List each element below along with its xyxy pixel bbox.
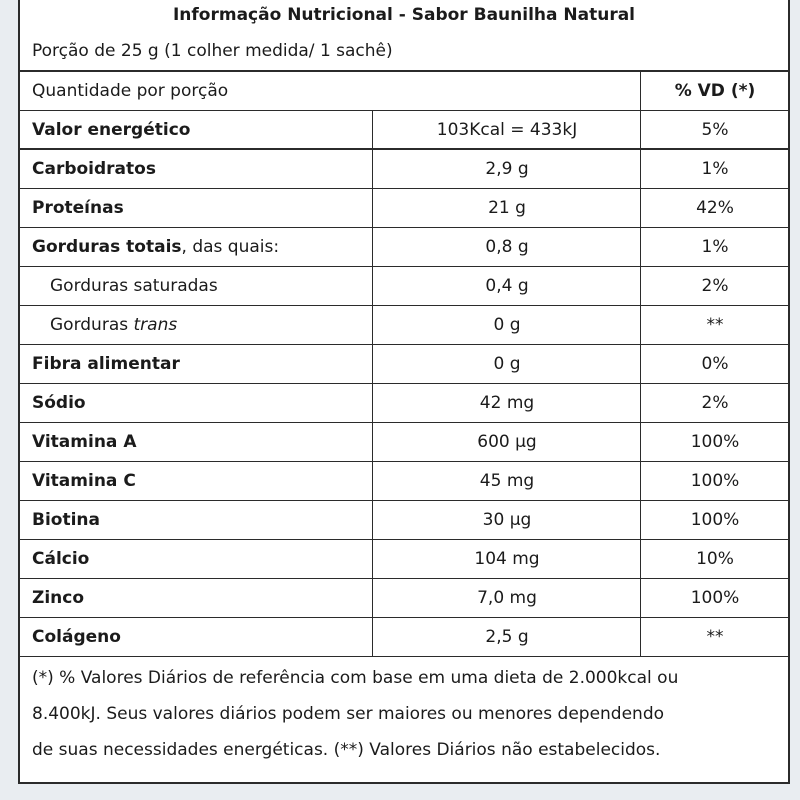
portion-size: Porção de 25 g (1 colher medida/ 1 sachê)	[32, 41, 393, 61]
nutrient-name: Gorduras	[50, 315, 134, 335]
nutrient-vd: 10%	[640, 540, 789, 578]
nutrient-amount: 0 g	[372, 306, 641, 344]
nutrient-name: Colágeno	[32, 627, 121, 647]
nutrient-amount: 7,0 mg	[372, 579, 641, 617]
nutrient-amount: 42 mg	[372, 384, 641, 422]
nutrient-name: Carboidratos	[32, 159, 156, 179]
nutrient-vd: 0%	[640, 345, 789, 383]
nutrient-name-italic: trans	[133, 315, 178, 335]
table-row	[20, 150, 788, 189]
nutrient-amount: 45 mg	[372, 462, 641, 500]
nutrient-vd: 100%	[640, 462, 789, 500]
nutrient-name: Valor energético	[32, 120, 191, 140]
nutrient-amount: 2,9 g	[372, 150, 641, 188]
nutrition-facts-panel	[18, 0, 790, 784]
table-row	[20, 501, 788, 540]
nutrient-amount: 0,4 g	[372, 267, 641, 305]
table-row	[20, 345, 788, 384]
nutrient-vd: 100%	[640, 579, 789, 617]
nutrient-vd: 100%	[640, 501, 789, 539]
nutrient-amount: 600 µg	[372, 423, 641, 461]
nutrient-amount: 104 mg	[372, 540, 641, 578]
nutrient-name-cell	[50, 306, 177, 344]
table-row	[20, 423, 788, 462]
nutrient-name-suffix: , das quais:	[181, 237, 280, 257]
nutrient-vd: 1%	[640, 228, 789, 266]
nutrition-table	[20, 70, 788, 657]
nutrient-amount: 103Kcal = 433kJ	[372, 111, 641, 148]
quantity-header: Quantidade por porção	[32, 81, 229, 101]
nutrient-vd: 100%	[640, 423, 789, 461]
nutrient-amount: 0,8 g	[372, 228, 641, 266]
nutrient-name-cell	[32, 228, 279, 266]
nutrient-name: Gorduras totais	[32, 237, 182, 257]
footnote-line: 8.400kJ. Seus valores diários podem ser maiores ou menores dependendo	[32, 704, 665, 724]
footnote-line: de suas necessidades energéticas. (**) Valores Diários não estabelecidos.	[32, 740, 661, 760]
table-title: Informação Nutricional - Sabor Baunilha Natural	[172, 5, 636, 25]
table-row	[20, 540, 788, 579]
table-row	[20, 579, 788, 618]
table-row	[20, 618, 788, 657]
nutrient-name: Cálcio	[32, 549, 90, 569]
nutrient-name: Zinco	[32, 588, 85, 608]
nutrient-name: Biotina	[32, 510, 100, 530]
header-row	[20, 72, 788, 111]
nutrient-amount: 30 µg	[372, 501, 641, 539]
nutrient-vd: 42%	[640, 189, 789, 227]
nutrient-amount: 0 g	[372, 345, 641, 383]
nutrient-vd: **	[640, 306, 789, 344]
table-row	[20, 228, 788, 267]
vd-header: % VD (*)	[640, 72, 789, 110]
nutrient-name: Proteínas	[32, 198, 124, 218]
table-row	[20, 462, 788, 501]
nutrient-vd: 5%	[640, 111, 789, 148]
nutrient-vd: 2%	[640, 384, 789, 422]
nutrient-amount: 2,5 g	[372, 618, 641, 656]
nutrient-name: Fibra alimentar	[32, 354, 180, 374]
nutrient-vd: **	[640, 618, 789, 656]
nutrient-name: Vitamina C	[32, 471, 136, 491]
energy-row	[20, 111, 788, 150]
nutrient-vd: 1%	[640, 150, 789, 188]
footnote	[32, 660, 778, 768]
nutrient-name: Sódio	[32, 393, 86, 413]
nutrient-amount: 21 g	[372, 189, 641, 227]
footnote-line: (*) % Valores Diários de referência com base em uma dieta de 2.000kcal ou	[32, 668, 679, 688]
nutrient-name: Vitamina A	[32, 432, 137, 452]
empty-header-cell	[372, 72, 640, 110]
nutrient-name: Gorduras saturadas	[50, 276, 218, 296]
table-row	[20, 384, 788, 423]
table-row	[20, 306, 788, 345]
table-row	[20, 189, 788, 228]
table-row	[20, 267, 788, 306]
nutrient-vd: 2%	[640, 267, 789, 305]
